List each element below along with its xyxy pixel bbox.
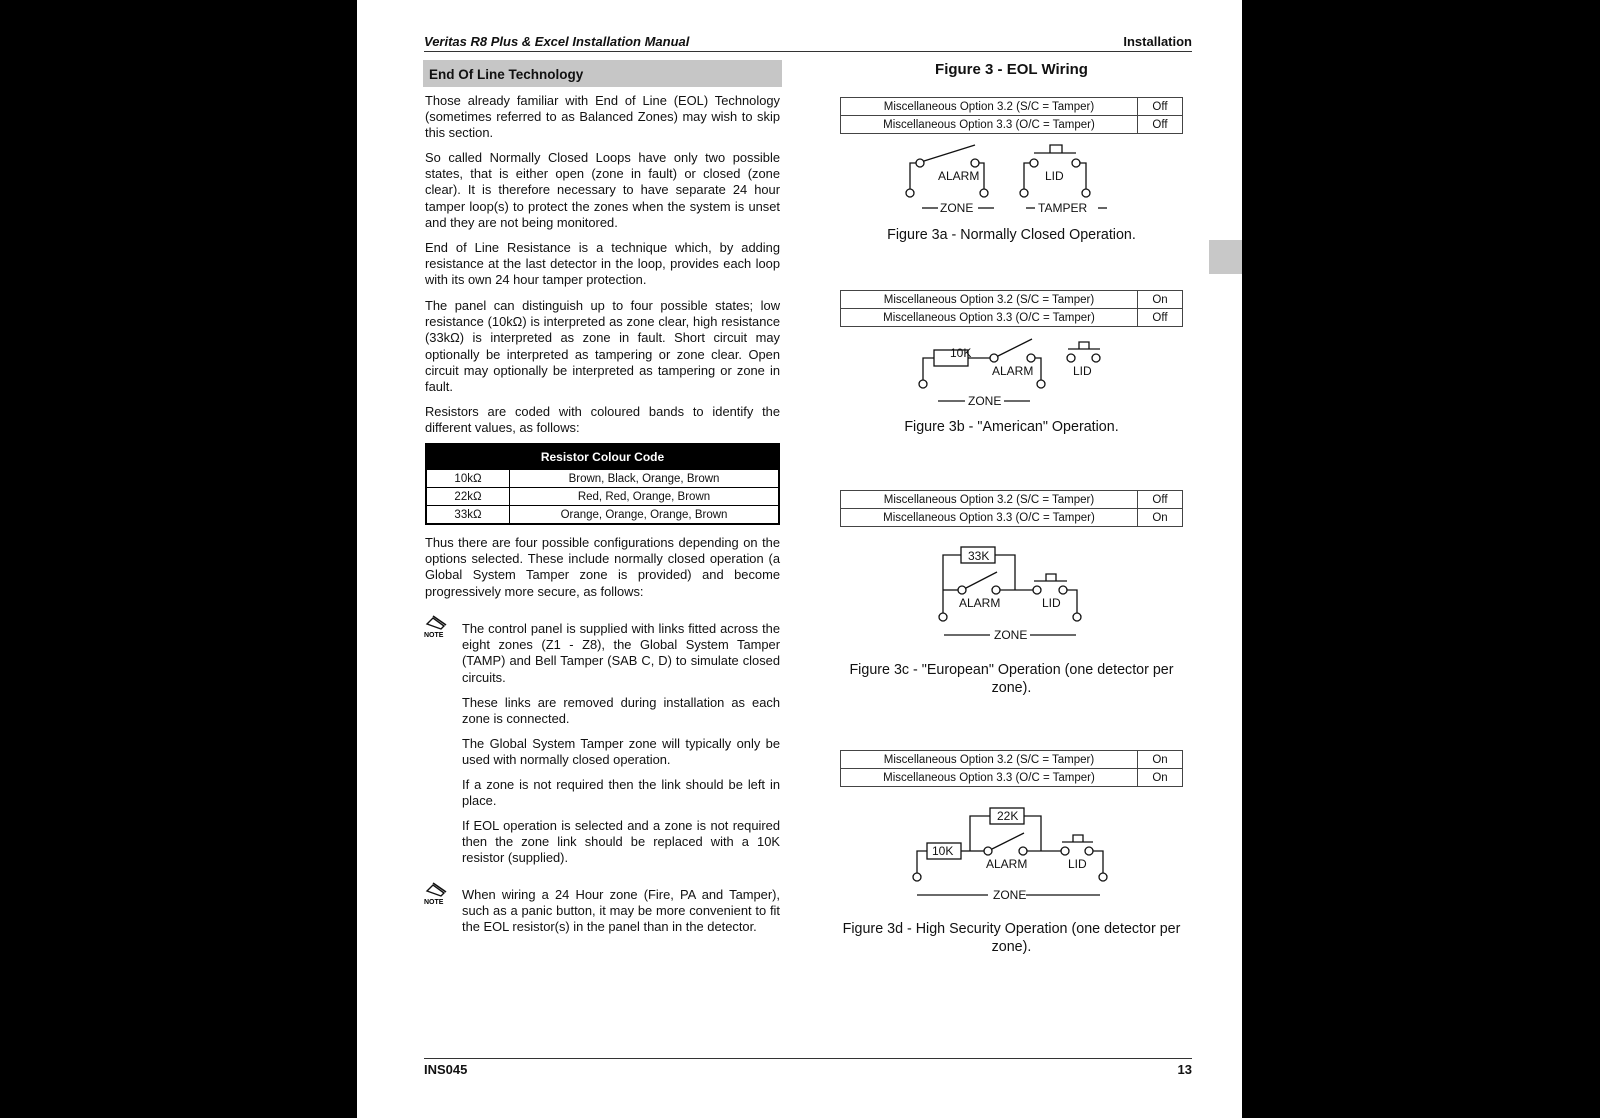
diagram-label: ZONE bbox=[994, 628, 1028, 642]
note-paragraph: When wiring a 24 Hour zone (Fire, PA and Tamper), such as a panic button, it may be more convenient to fit the EOL resistor(s) in the panel than in the detector. bbox=[462, 887, 780, 935]
diagram-3a bbox=[900, 140, 1120, 220]
resistor-value: 22kΩ bbox=[426, 488, 510, 506]
note-icon bbox=[424, 612, 450, 638]
resistor-value: 10kΩ bbox=[426, 470, 510, 488]
resistor-colour-table bbox=[425, 443, 780, 525]
option-label: Miscellaneous Option 3.2 (S/C = Tamper) bbox=[841, 491, 1138, 509]
page-header bbox=[424, 34, 1192, 52]
diagram-label: ZONE bbox=[993, 888, 1027, 902]
diagram-label: ZONE bbox=[940, 201, 974, 215]
diagram-label: 10K bbox=[950, 346, 972, 360]
option-label: Miscellaneous Option 3.2 (S/C = Tamper) bbox=[841, 98, 1138, 116]
paragraph: So called Normally Closed Loops have only two possible states, that is either open (zone in fault) or closed (zone clear). It is therefore necessary to have separate 24 hour tamper loop(s) to protect the zones when the system is unset and they are not being monitored. bbox=[425, 150, 780, 230]
section-heading: End Of Line Technology bbox=[423, 60, 782, 87]
option-table-3a bbox=[840, 97, 1183, 134]
diagram-label: TAMPER bbox=[1038, 201, 1088, 215]
paragraph: Thus there are four possible configurations depending on the options selected. These include normally closed operation (a Global System Tamper zone is provided) and become progressively more secure, as follows: bbox=[425, 535, 780, 599]
colour-bands: Orange, Orange, Orange, Brown bbox=[510, 506, 780, 525]
diagram-label: ALARM bbox=[986, 857, 1028, 871]
note-label: NOTE bbox=[424, 899, 444, 905]
option-table-3d bbox=[840, 750, 1183, 787]
option-table-3b bbox=[840, 290, 1183, 327]
option-label: Miscellaneous Option 3.3 (O/C = Tamper) bbox=[841, 116, 1138, 134]
figure-caption: Figure 3c - "European" Operation (one detector per zone). bbox=[849, 662, 1174, 696]
option-label: Miscellaneous Option 3.3 (O/C = Tamper) bbox=[841, 769, 1138, 787]
diagram-label: LID bbox=[1042, 596, 1061, 610]
option-value: On bbox=[1138, 509, 1183, 527]
manual-title: Veritas R8 Plus & Excel Installation Manual bbox=[424, 34, 690, 49]
diagram-label: ALARM bbox=[959, 596, 1001, 610]
option-label: Miscellaneous Option 3.2 (S/C = Tamper) bbox=[841, 751, 1138, 769]
figure-caption: Figure 3a - Normally Closed Operation. bbox=[887, 227, 1136, 243]
option-value: Off bbox=[1138, 116, 1183, 134]
option-label: Miscellaneous Option 3.3 (O/C = Tamper) bbox=[841, 509, 1138, 527]
diagram-3b bbox=[910, 335, 1110, 415]
option-value: On bbox=[1138, 769, 1183, 787]
note-paragraph: The Global System Tamper zone will typically only be used with normally closed operation. bbox=[462, 736, 780, 768]
page-footer bbox=[424, 1058, 1192, 1077]
note-paragraph: If EOL operation is selected and a zone is not required then the zone link should be replaced with a 10K resistor (supplied). bbox=[462, 818, 780, 866]
option-value: Off bbox=[1138, 491, 1183, 509]
table-title: Resistor Colour Code bbox=[426, 444, 779, 470]
paragraph: Those already familiar with End of Line (EOL) Technology (sometimes referred to as Balanced Zones) may wish to skip this section. bbox=[425, 93, 780, 141]
diagram-label: LID bbox=[1073, 364, 1092, 378]
option-label: Miscellaneous Option 3.2 (S/C = Tamper) bbox=[841, 291, 1138, 309]
diagram-3d bbox=[905, 800, 1115, 905]
paragraph: The panel can distinguish up to four possible states; low resistance (10kΩ) is interpreted as zone clear, high resistance (33kΩ) is interpreted as zone in fault. Short circuit may optionally be interpreted as tampering or zone clear. Open circuit may optionally be interpreted as tampering or zone in fault. bbox=[425, 298, 780, 395]
diagram-label: 22K bbox=[997, 809, 1019, 823]
figure-title: Figure 3 - EOL Wiring bbox=[935, 61, 1088, 78]
paragraph: Resistors are coded with coloured bands to identify the different values, as follows: bbox=[425, 404, 780, 436]
section-name: Installation bbox=[1123, 34, 1192, 49]
note-icon bbox=[424, 879, 450, 905]
section-tab bbox=[1209, 240, 1242, 274]
colour-bands: Brown, Black, Orange, Brown bbox=[510, 470, 780, 488]
figure-caption: Figure 3b - "American" Operation. bbox=[904, 419, 1119, 435]
option-table-3c bbox=[840, 490, 1183, 527]
note-paragraph: These links are removed during installation as each zone is connected. bbox=[462, 695, 780, 727]
diagram-label: LID bbox=[1068, 857, 1087, 871]
table-row bbox=[426, 506, 779, 525]
figure-caption: Figure 3d - High Security Operation (one detector per zone). bbox=[842, 921, 1181, 955]
resistor-value: 33kΩ bbox=[426, 506, 510, 525]
diagram-3c bbox=[930, 540, 1090, 645]
diagram-label: ALARM bbox=[938, 169, 980, 183]
option-value: On bbox=[1138, 751, 1183, 769]
note-label: NOTE bbox=[424, 632, 444, 638]
colour-bands: Red, Red, Orange, Brown bbox=[510, 488, 780, 506]
diagram-label: LID bbox=[1045, 169, 1064, 183]
option-value: Off bbox=[1138, 309, 1183, 327]
diagram-label: ZONE bbox=[968, 394, 1002, 408]
note-paragraph: The control panel is supplied with links fitted across the eight zones (Z1 - Z8), the Global System Tamper (TAMP) and Bell Tamper (SAB C, D) to simulate closed circuits. bbox=[462, 621, 780, 685]
diagram-label: ALARM bbox=[992, 364, 1034, 378]
option-label: Miscellaneous Option 3.3 (O/C = Tamper) bbox=[841, 309, 1138, 327]
page-number: 13 bbox=[1177, 1062, 1192, 1077]
doc-code: INS045 bbox=[424, 1062, 468, 1077]
paragraph: End of Line Resistance is a technique which, by adding resistance at the last detector in the loop, provides each loop with its own 24 hour tamper protection. bbox=[425, 240, 780, 288]
note-paragraph: If a zone is not required then the link should be left in place. bbox=[462, 777, 780, 809]
diagram-label: 33K bbox=[968, 549, 990, 563]
option-value: Off bbox=[1138, 98, 1183, 116]
table-row bbox=[426, 470, 779, 488]
option-value: On bbox=[1138, 291, 1183, 309]
table-row bbox=[426, 488, 779, 506]
diagram-label: 10K bbox=[932, 844, 954, 858]
